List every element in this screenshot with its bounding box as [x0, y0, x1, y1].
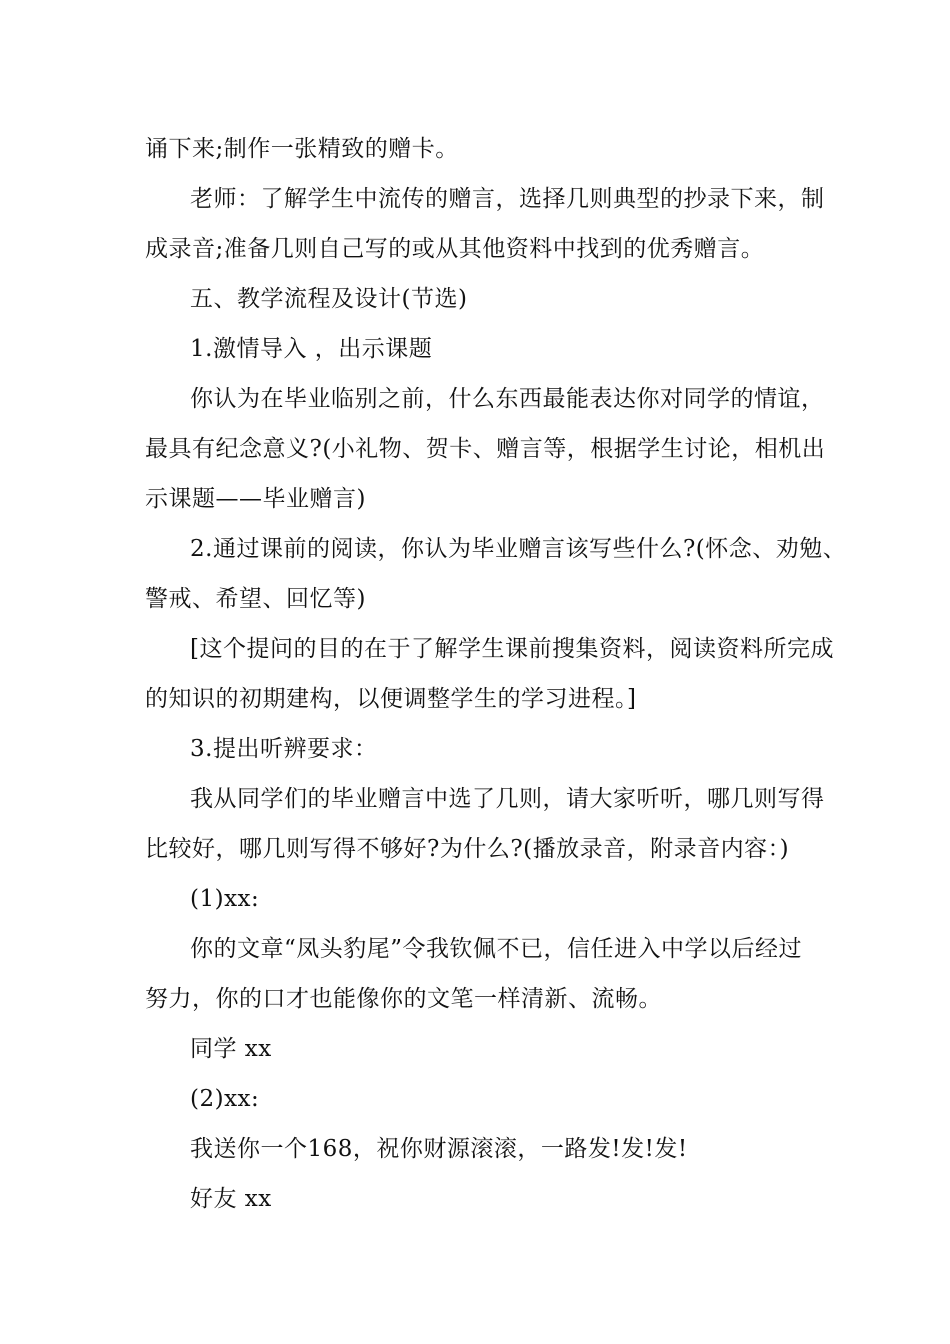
note-line: 的知识的初期建构，以便调整学生的学习进程。]: [145, 686, 637, 712]
paragraph-line: 我从同学们的毕业赠言中选了几则，请大家听听，哪几则写得: [190, 786, 825, 812]
example-label: (1)xx:: [190, 886, 260, 912]
note-line: [这个提问的目的在于了解学生课前搜集资料，阅读资料所完成: [190, 636, 834, 662]
example-text: 你的文章“凤头豹尾”令我钦佩不已，信任进入中学以后经过: [190, 936, 803, 962]
paragraph-line: 你认为在毕业临别之前，什么东西最能表达你对同学的情谊，: [190, 386, 825, 412]
paragraph-line: 诵下来;制作一张精致的赠卡。: [145, 136, 459, 162]
section-heading: 五、教学流程及设计(节选): [190, 286, 468, 312]
paragraph-line: 警戒、希望、回忆等): [145, 586, 366, 612]
step-heading: 1.激情导入 ，出示课题: [190, 336, 433, 362]
example-label: (2)xx:: [190, 1086, 260, 1112]
paragraph-line: 示课题——毕业赠言): [145, 486, 366, 512]
example-text: 努力，你的口才也能像你的文笔一样清新、流畅。: [145, 986, 662, 1012]
example-signature: 同学 xx: [190, 1036, 272, 1062]
paragraph-line: 成录音;准备几则自己写的或从其他资料中找到的优秀赠言。: [145, 236, 765, 262]
example-text: 我送你一个168，祝你财源滚滚，一路发!发!发!: [190, 1136, 688, 1162]
paragraph-line: 老师：了解学生中流传的赠言，选择几则典型的抄录下来，制: [190, 186, 825, 212]
step-heading: 3.提出听辨要求：: [190, 736, 378, 762]
paragraph-line: 最具有纪念意义?(小礼物、贺卡、赠言等，根据学生讨论，相机出: [145, 436, 826, 462]
step-heading: 2.通过课前的阅读，你认为毕业赠言该写些什么?(怀念、劝勉、: [190, 536, 847, 562]
example-signature: 好友 xx: [190, 1186, 272, 1212]
paragraph-line: 比较好，哪几则写得不够好?为什么?(播放录音，附录音内容：): [145, 836, 790, 862]
